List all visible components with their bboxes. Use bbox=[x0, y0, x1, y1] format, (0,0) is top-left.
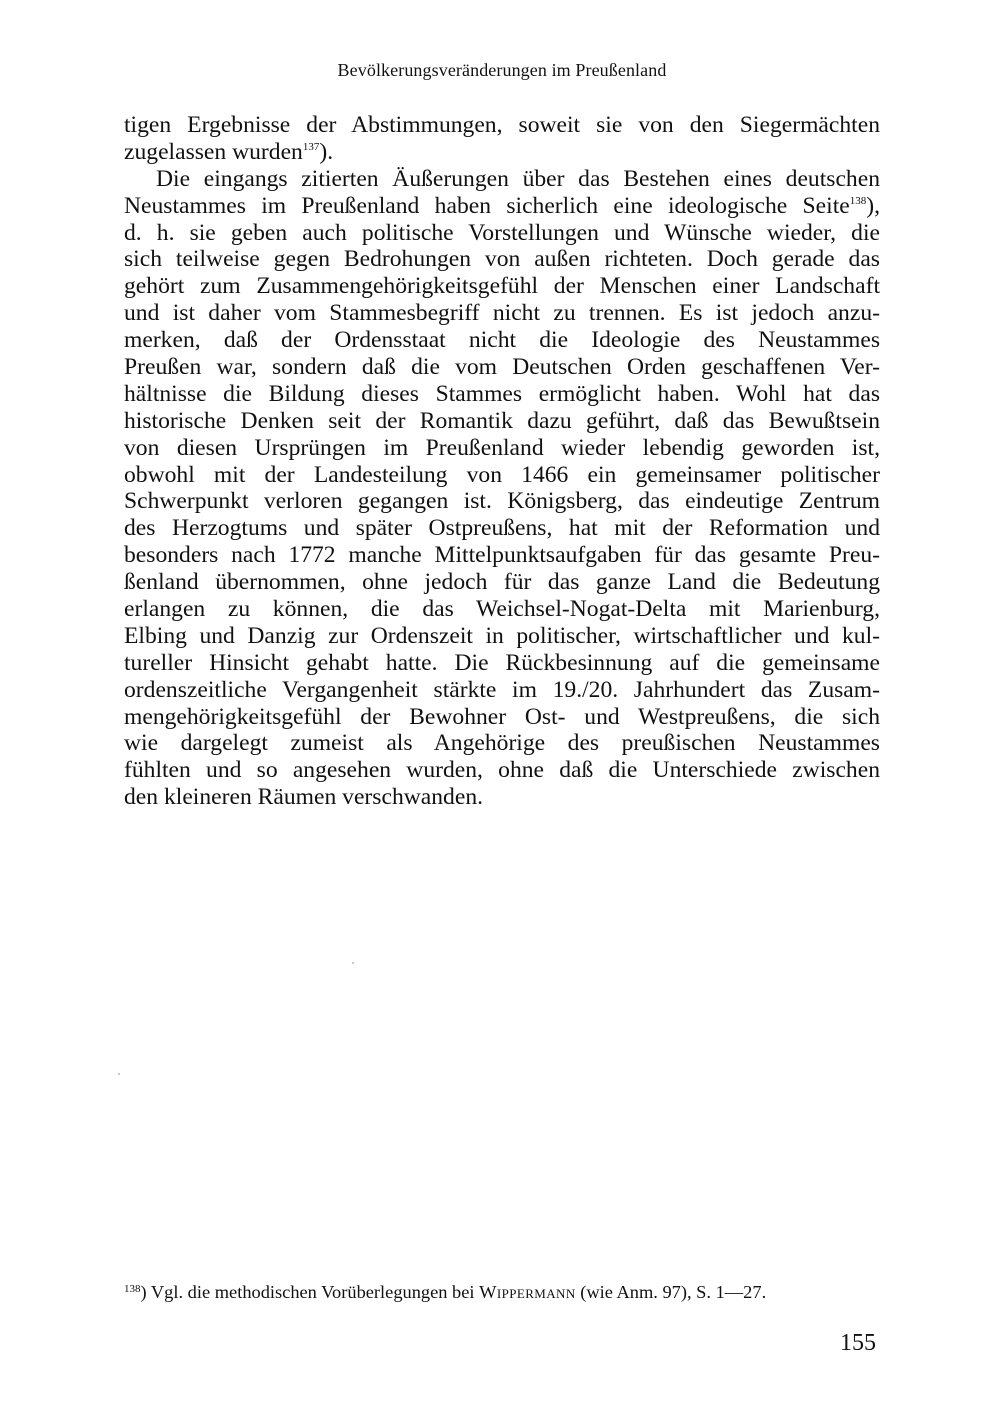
text-line bbox=[124, 784, 880, 811]
footnote-text-before: ) Vgl. die methodischen Vorüberlegungen bei bbox=[140, 1282, 480, 1302]
footnote-reference: 138 bbox=[849, 194, 867, 207]
line-text: tureller Hinsicht gehabt hatte. Die Rückbesinnung auf die gemeinsame bbox=[124, 649, 880, 676]
text-line bbox=[124, 569, 880, 596]
text-line bbox=[124, 300, 880, 327]
line-text: d. h. sie geben auch politische Vorstellungen und Wünsche wieder, die bbox=[124, 219, 880, 246]
text-line bbox=[124, 542, 880, 569]
line-text: obwohl mit der Landesteilung von 1466 ein gemeinsamer politischer bbox=[124, 461, 880, 488]
text-line bbox=[124, 327, 880, 354]
line-text: und ist daher vom Stammesbegriff nicht zu trennen. Es ist jedoch anzu- bbox=[124, 300, 880, 327]
text-line bbox=[124, 381, 880, 408]
text-line bbox=[124, 273, 880, 300]
text-line bbox=[124, 515, 880, 542]
text-line bbox=[124, 650, 880, 677]
line-text: Schwerpunkt verloren gegangen ist. Königsberg, das eindeutige Zentrum bbox=[124, 488, 880, 515]
text-line bbox=[124, 596, 880, 623]
line-text: Elbing und Danzig zur Ordenszeit in politischer, wirtschaftlicher und kul- bbox=[124, 622, 880, 649]
text-line bbox=[124, 246, 880, 273]
text-line bbox=[124, 112, 880, 139]
text-line bbox=[124, 220, 880, 247]
line-text: wie dargelegt zumeist als Angehörige des preußischen Neustammes bbox=[124, 730, 880, 757]
footnote bbox=[124, 1282, 880, 1303]
text-line bbox=[124, 704, 880, 731]
line-text: tigen Ergebnisse der Abstimmungen, soweit sie von den Siegermächten bbox=[124, 112, 880, 138]
line-text: von diesen Ursprüngen im Preußenland wieder lebendig geworden ist, bbox=[124, 434, 880, 461]
text-line bbox=[124, 408, 880, 435]
scan-speck bbox=[118, 1073, 120, 1075]
line-text: erlangen zu können, die das Weichsel-Nogat-Delta mit Marienburg, bbox=[124, 596, 880, 623]
line-text: Neustammes im Preußenland haben sicherlich eine ideologische Seite bbox=[124, 192, 850, 219]
line-text: fühlten und so angesehen wurden, ohne daß die Unterschiede zwischen bbox=[124, 757, 880, 784]
line-text: mengehörigkeitsgefühl der Bewohner Ost- und Westpreußens, die sich bbox=[124, 703, 880, 730]
footnote-author: Wippermann bbox=[479, 1282, 576, 1302]
line-text: Die eingangs zitierten Äußerungen über das Bestehen eines deutschen bbox=[156, 165, 880, 192]
line-text: ßenland übernommen, ohne jedoch für das ganze Land die Bedeutung bbox=[124, 569, 880, 596]
text-line bbox=[124, 354, 880, 381]
line-text: historische Denken seit der Romantik dazu geführt, daß das Bewußtsein bbox=[124, 407, 880, 434]
footnote-text-after: (wie Anm. 97), S. 1—27. bbox=[575, 1282, 767, 1302]
text-line bbox=[124, 139, 880, 166]
line-text: hältnisse die Bildung dieses Stammes ermöglicht haben. Wohl hat das bbox=[124, 380, 880, 407]
footnote-reference: 137 bbox=[302, 140, 320, 153]
text-line bbox=[124, 677, 880, 704]
line-tail: ). bbox=[319, 138, 334, 165]
running-head: Bevölkerungsveränderungen im Preußenland bbox=[337, 60, 667, 80]
text-line bbox=[124, 488, 880, 515]
line-text: sich teilweise gegen Bedrohungen von außen richteten. Doch gerade das bbox=[124, 246, 880, 273]
line-text: gehört zum Zusammengehörigkeitsgefühl der Menschen einer Landschaft bbox=[124, 273, 880, 300]
text-line bbox=[124, 166, 880, 193]
line-text: des Herzogtums und später Ostpreußens, hat mit der Reformation und bbox=[124, 515, 880, 542]
line-text: besonders nach 1772 manche Mittelpunktsaufgaben für das gesamte Preu- bbox=[124, 542, 880, 569]
line-text: zugelassen wurden bbox=[124, 138, 303, 165]
body-text bbox=[124, 112, 880, 811]
line-text: den kleineren Räumen verschwanden. bbox=[124, 784, 484, 811]
line-tail: ), bbox=[866, 192, 880, 219]
footnote-number: 138 bbox=[124, 1283, 141, 1295]
line-text: Preußen war, sondern daß die vom Deutschen Orden geschaffenen Ver- bbox=[124, 354, 880, 381]
text-line bbox=[124, 462, 880, 489]
page-number: 155 bbox=[840, 1330, 876, 1356]
scan-speck bbox=[352, 962, 354, 964]
text-line bbox=[124, 435, 880, 462]
text-line bbox=[124, 730, 880, 757]
text-line bbox=[124, 193, 880, 220]
line-text: ordenszeitliche Vergangenheit stärkte im 19./20. Jahrhundert das Zusam- bbox=[124, 676, 880, 703]
text-line bbox=[124, 623, 880, 650]
line-text: merken, daß der Ordensstaat nicht die Ideologie des Neustammes bbox=[124, 327, 880, 354]
text-line bbox=[124, 757, 880, 784]
